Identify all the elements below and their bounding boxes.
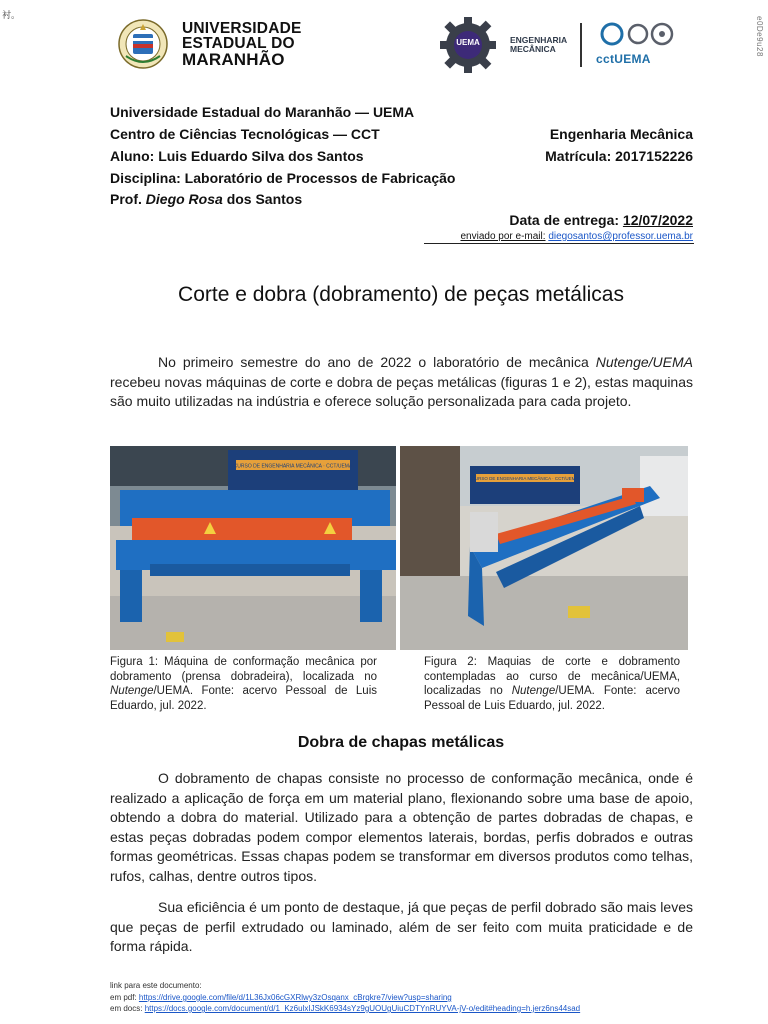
university-line-3: MARANHÃO	[182, 49, 285, 69]
figure-2-caption-a: Figura 2: Maquias de corte e dobramento contempladas ao curso de mecânica/UEMA, localizadas no	[424, 656, 680, 697]
banner-text: CURSO DE ENGENHARIA MECÂNICA · CCT/UEMA	[471, 476, 579, 481]
cct-gears-icon	[596, 20, 682, 50]
cct-name: cctUEMA	[596, 52, 651, 66]
university-line-1: UNIVERSIDADE	[182, 19, 302, 37]
figure-1-caption-italic: Nutenge	[110, 685, 154, 697]
engineering-logo	[432, 14, 692, 76]
registration-line: Matrícula: 2017152226	[545, 148, 693, 164]
email-line	[460, 231, 693, 242]
section-paragraph-1: O dobramento de chapas consiste no processo de conformação mecânica, onde é realizado a aplicação de força em um material plano, flexionando sobre uma base de apoio, obtendo a dobra do material. Utilizado para a obtenção de partes dobradas de chapas, e estas peças dobradas podem compor elementos laterais, bordas, perfis dobrados e outras formas geométricas. Essas chapas podem se transformar em diversos produtos como telhas, rufos, calhas, dentre outros tipos.	[110, 770, 693, 884]
university-line-2: ESTADUAL DO	[182, 35, 295, 53]
delivery-label: Data de entrega:	[509, 212, 620, 228]
email-label: enviado por e-mail:	[460, 231, 546, 242]
figure-1-caption	[110, 655, 377, 713]
intro-text-a: No primeiro semestre do ano de 2022 o laboratório de mecânica	[158, 354, 596, 370]
header-divider	[424, 243, 694, 244]
delivery-line	[509, 212, 693, 228]
figure-1-caption-b: /UEMA. Fonte: acervo Pessoal de Luis Eduardo, jul. 2022.	[110, 685, 377, 712]
email-link[interactable]: diegosantos@professor.uema.br	[548, 231, 693, 242]
document-title: Corte e dobra (dobramento) de peças metálicas	[178, 283, 624, 306]
professor-name: Diego Rosa	[145, 191, 223, 207]
course-line: Engenharia Mecânica	[549, 126, 693, 142]
delivery-date: 12/07/2022	[622, 212, 693, 228]
figure-2-photo	[400, 446, 688, 650]
figure-1-photo	[110, 446, 396, 650]
footer-pdf-link[interactable]: https://drive.google.com/file/d/1L36Jx06cGXRlwy3zOsqanx_cBrqkre7/view?usp=sharing	[138, 993, 452, 1002]
discipline-line: Disciplina: Laboratório de Processos de Fabricação	[110, 170, 456, 186]
corner-mark: 衬。	[2, 11, 21, 21]
section-title: Dobra de chapas metálicas	[297, 734, 505, 751]
engineering-line-1: ENGENHARIA	[510, 35, 568, 45]
footer-pdf-label: em pdf:	[110, 993, 137, 1002]
intro-italic: Nutenge/UEMA	[595, 354, 693, 370]
cct-logo	[596, 20, 682, 70]
footer-docs-link[interactable]: https://docs.google.com/document/d/1_Kz6ulxIJSkK6934sYz9gUOUgUiuCDTYnRUYVA-jV-o/edit#heading=h.jerz6ns44sad	[144, 1004, 581, 1013]
student-line: Aluno: Luis Eduardo Silva dos Santos	[110, 148, 364, 164]
footer-docs-label: em docs:	[110, 1004, 143, 1013]
professor-suffix: dos Santos	[226, 191, 303, 207]
university-logo	[118, 14, 302, 74]
professor-prefix: Prof.	[110, 191, 142, 207]
footer-pdf-line	[110, 992, 452, 1003]
intro-paragraph	[110, 353, 693, 412]
uema-badge: UEMA	[456, 38, 480, 47]
logo-divider	[580, 23, 582, 67]
footer-docs-line	[110, 1003, 580, 1014]
professor-line	[110, 191, 302, 207]
institution-line: Universidade Estadual do Maranhão — UEMA	[110, 104, 415, 120]
banner-text: CURSO DE ENGENHARIA MECÂNICA · CCT/UEMA	[233, 463, 353, 470]
figure-1-caption-a: Figura 1: Máquina de conformação mecânica por dobramento (prensa dobradeira), localizada no	[110, 656, 377, 683]
engineering-text	[510, 36, 572, 54]
section-paragraph-2: Sua eficiência é um ponto de destaque, já que peças de perfil dobrado são mais leves que peças de perfil extrudado ou laminado, além de ser feito com muita praticidade e de forma rápida.	[110, 899, 693, 954]
side-code: e0De9u28	[755, 16, 764, 57]
center-line: Centro de Ciências Tecnológicas — CCT	[110, 126, 380, 142]
gear-icon	[432, 14, 504, 76]
engineering-line-2: MECÂNICA	[510, 44, 556, 54]
figure-2-caption-italic: Nutenge	[511, 685, 556, 697]
figure-2-caption-b: /UEMA. Fonte: acervo Pessoal de Luis Eduardo, jul. 2022.	[424, 685, 680, 712]
university-name	[182, 21, 302, 68]
figure-2-caption	[424, 655, 680, 713]
intro-text-b: recebeu novas máquinas de corte e dobra de peças metálicas (figuras 1 e 2), estas maquinas são muito utilizadas na indústria e oferece solução personalizada para cada projeto.	[110, 373, 693, 409]
footer-label: link para este documento:	[110, 981, 202, 990]
university-seal-icon	[118, 16, 168, 72]
